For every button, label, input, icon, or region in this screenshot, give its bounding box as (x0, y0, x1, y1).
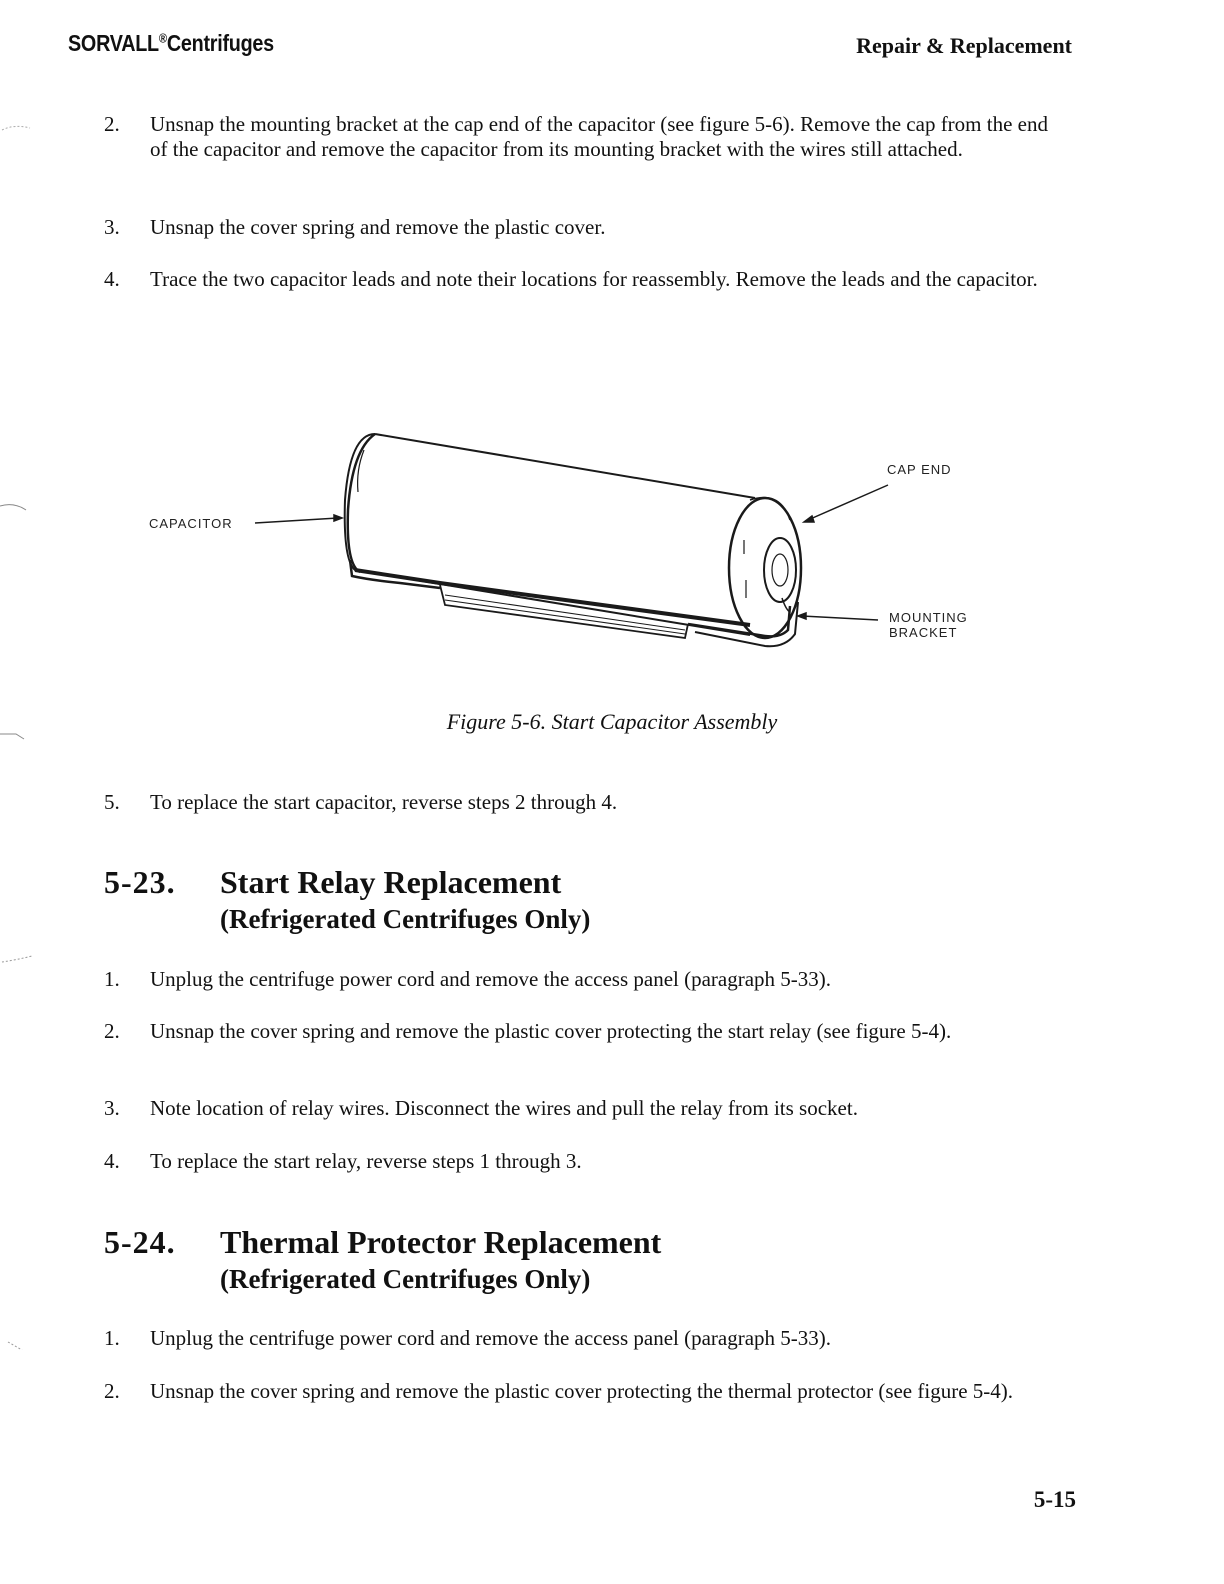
margin-mark (0, 952, 40, 964)
step-text: Unsnap the cover spring and remove the plastic cover protecting the start relay (see figure 5-4). (150, 1019, 952, 1043)
list-item (104, 1379, 1054, 1404)
step-text: Unsnap the cover spring and remove the plastic cover. (150, 215, 606, 239)
section-title: Thermal Protector Replacement (220, 1224, 662, 1260)
list-item (104, 967, 1054, 992)
section-subtitle: (Refrigerated Centrifuges Only) (220, 1264, 591, 1294)
list-item (104, 1019, 1054, 1044)
step-number: 1. (104, 1326, 120, 1350)
figure-caption: Figure 5-6. Start Capacitor Assembly (446, 709, 778, 734)
section-number: 5-23. (104, 864, 176, 900)
list-item (104, 112, 1054, 162)
step-number: 3. (104, 1096, 120, 1120)
brand-name: SORVALL (68, 30, 159, 56)
section-heading (104, 864, 561, 901)
margin-mark (0, 500, 40, 512)
list-item (104, 215, 1054, 240)
registered-mark: ® (158, 30, 167, 46)
running-header-left (68, 30, 274, 57)
bracket-label: BRACKET (889, 625, 958, 640)
product-name: Centrifuges (166, 30, 274, 56)
step-number: 2. (104, 1379, 120, 1403)
step-text: Unplug the centrifuge power cord and remove the access panel (paragraph 5-33). (150, 1326, 832, 1350)
step-number: 1. (104, 967, 120, 991)
margin-mark (0, 1338, 40, 1350)
section-heading (104, 1224, 661, 1261)
step-text: Unplug the centrifuge power cord and remove the access panel (paragraph 5-33). (150, 967, 832, 991)
step-text: Trace the two capacitor leads and note their locations for reassembly. Remove the leads and the capacitor. (150, 267, 1038, 291)
list-item (104, 267, 1054, 292)
step-text: Unsnap the cover spring and remove the plastic cover protecting the thermal protector (see figure 5-4). (150, 1379, 1014, 1403)
list-item (104, 1096, 1054, 1121)
cap-end-label: CAP END (887, 462, 952, 477)
step-text: To replace the start relay, reverse steps 1 through 3. (150, 1149, 582, 1173)
step-number: 2. (104, 112, 120, 136)
section-subtitle: (Refrigerated Centrifuges Only) (220, 904, 591, 934)
running-header-right: Repair & Replacement (856, 33, 1072, 58)
list-item (104, 790, 1054, 815)
capacitor-illustration (345, 434, 801, 646)
step-text: Unsnap the mounting bracket at the cap end of the capacitor (see figure 5-6). Remove the cap from the end of the capacitor and remove the capacitor from its mounting bracket with the wires still attached. (150, 112, 1048, 161)
margin-mark (0, 122, 40, 134)
capacitor-assembly-figure (140, 420, 1000, 670)
step-text: To replace the start capacitor, reverse steps 2 through 4. (150, 790, 618, 814)
step-number: 4. (104, 1149, 120, 1173)
step-number: 3. (104, 215, 120, 239)
section-number: 5-24. (104, 1224, 176, 1260)
step-number: 2. (104, 1019, 120, 1043)
capacitor-label: CAPACITOR (149, 516, 233, 531)
step-number: 5. (104, 790, 120, 814)
section-title: Start Relay Replacement (220, 864, 562, 900)
list-item (104, 1149, 1054, 1174)
page-number: 5-15 (1033, 1487, 1076, 1512)
step-number: 4. (104, 267, 120, 291)
mounting-label: MOUNTING (889, 610, 968, 625)
list-item (104, 1326, 1054, 1351)
step-text: Note location of relay wires. Disconnect the wires and pull the relay from its socket. (150, 1096, 858, 1120)
